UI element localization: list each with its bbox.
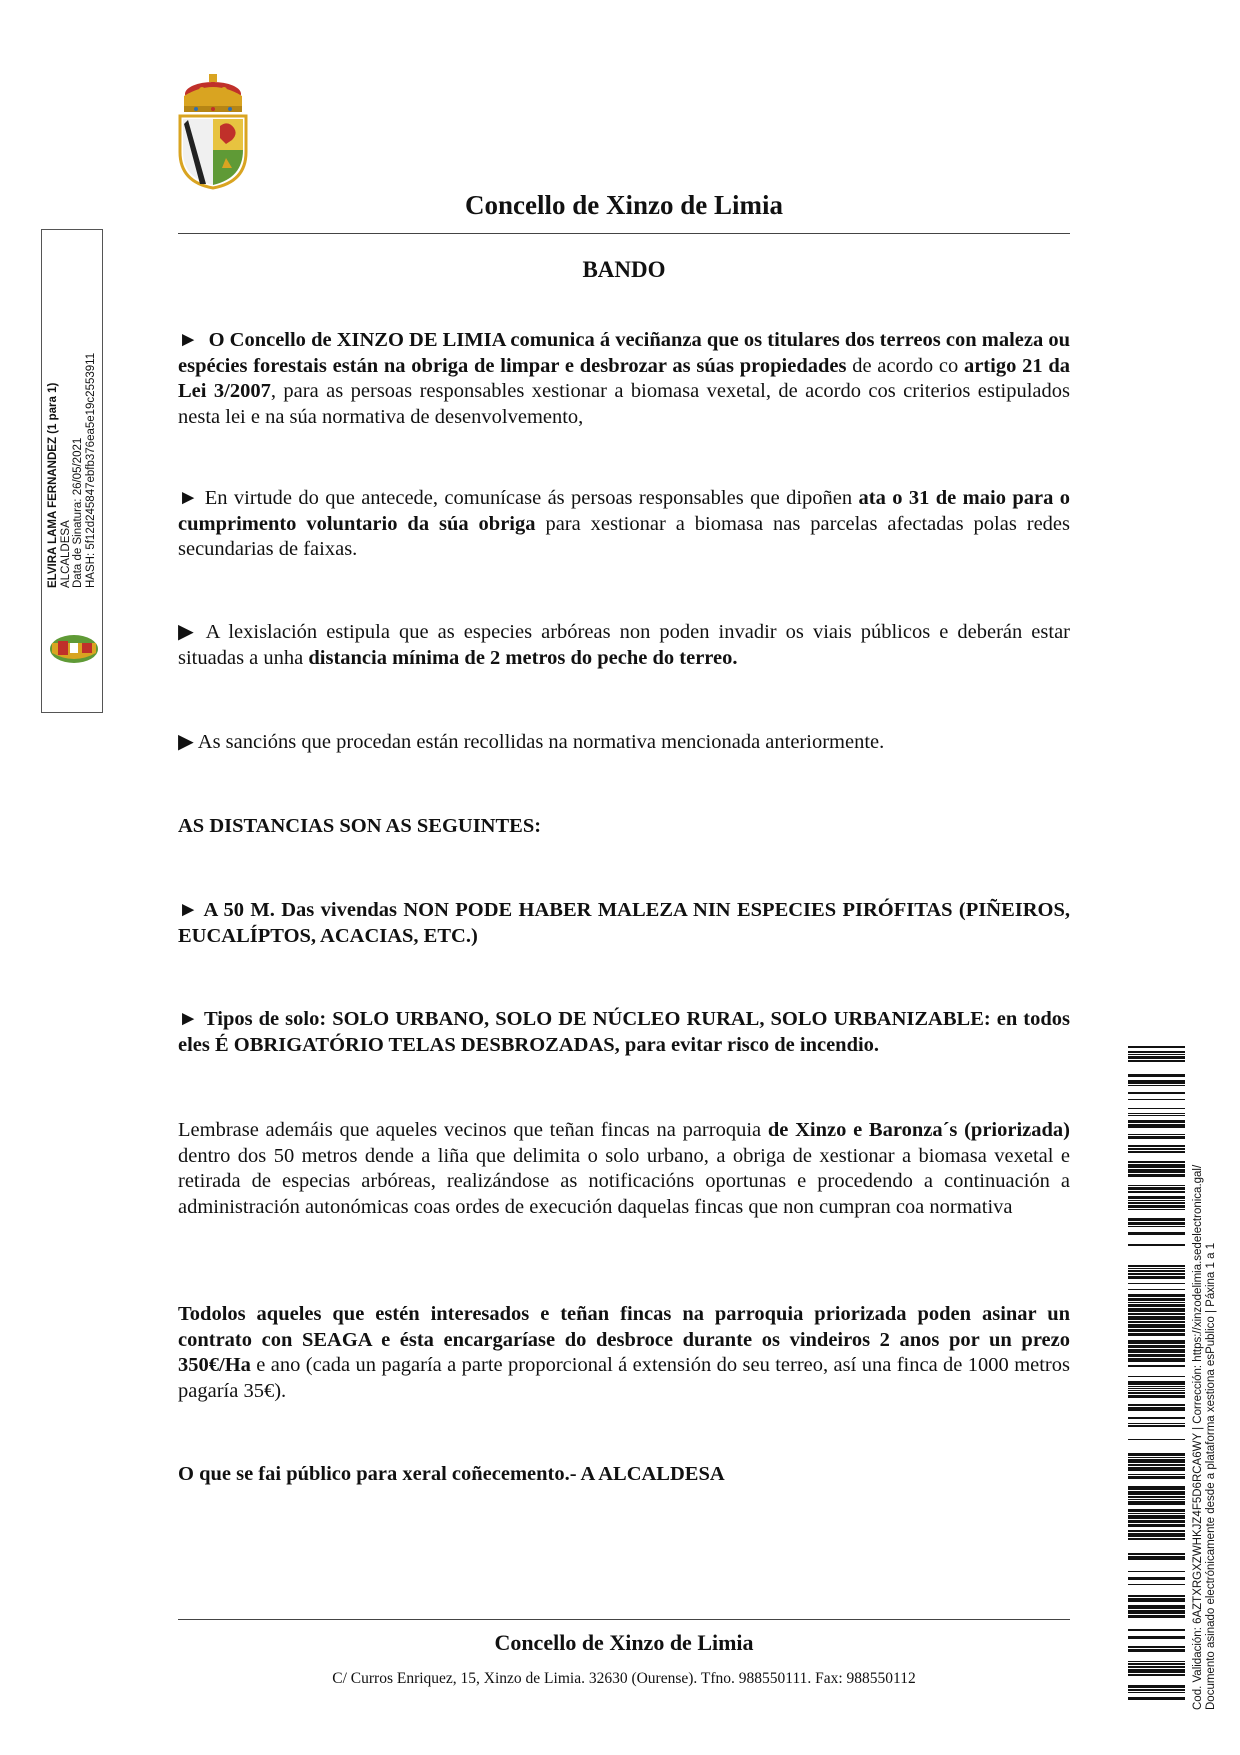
barcode-bar: [1128, 1388, 1185, 1389]
barcode-bar: [1128, 1615, 1185, 1618]
signer-role: ALCALDESA: [59, 520, 72, 588]
barcode-bar: [1128, 1164, 1185, 1168]
barcode-bar: [1128, 1629, 1185, 1631]
barcode-bar: [1128, 1491, 1185, 1495]
barcode-bar: [1128, 1289, 1185, 1290]
footer-title: Concello de Xinzo de Limia: [494, 1630, 754, 1655]
barcode-bar: [1128, 1376, 1185, 1377]
barcode-bar: [1128, 1674, 1185, 1676]
barcode-bar: [1128, 1501, 1185, 1505]
signature-hash: HASH: 5f12d245847ebfb376ea5e19c2553911: [84, 352, 97, 588]
barcode-bar: [1128, 1381, 1185, 1385]
barcode-bar: [1128, 1349, 1185, 1353]
barcode-bar: [1128, 1244, 1185, 1246]
barcode-bar: [1128, 1099, 1185, 1100]
signature-stamp-text: [47, 326, 97, 588]
barcode-bar: [1128, 1425, 1185, 1427]
barcode-bar: [1128, 1218, 1185, 1221]
closing-line: O que se fai público para xeral coñecemento.- A ALCALDESA: [178, 1463, 725, 1485]
barcode-bar: [1128, 1509, 1185, 1512]
barcode-bar: [1128, 1556, 1185, 1560]
p7-text-a: Lembrase ademáis que aqueles vecinos que teñan fincas na parroquia: [178, 1119, 768, 1141]
barcode-bar: [1128, 1610, 1185, 1614]
footer-divider: [178, 1619, 1070, 1620]
barcode-bar: [1128, 1595, 1185, 1597]
validation-line-1: Cod. Validación: 6AZTXRGXZWHKJZ4F5D6RCA6WY | Corrección: https://xinzodelimia.sedelectronica.gal/: [1192, 1164, 1204, 1710]
coat-of-arms-icon: [176, 74, 250, 190]
barcode-bar: [1128, 1232, 1185, 1235]
barcode-bar: [1128, 1513, 1185, 1514]
barcode-bar: [1128, 1345, 1185, 1348]
p1-text-a: de acordo co: [846, 354, 964, 377]
barcode-bar: [1128, 1439, 1185, 1440]
barcode-bar: [1128, 1134, 1185, 1135]
p3-bold: distancia mínima de 2 metros do peche do terreo.: [308, 646, 738, 669]
barcode-bar: [1128, 1395, 1185, 1398]
barcode-bar: [1128, 1530, 1185, 1532]
barcode-bar: [1128, 1316, 1185, 1320]
barcode-bar: [1128, 1092, 1185, 1094]
barcode-bar: [1128, 1108, 1185, 1109]
barcode-bar: [1128, 1354, 1185, 1357]
barcode-bar: [1128, 1689, 1185, 1691]
barcode-bar: [1128, 1533, 1185, 1537]
barcode-bar: [1128, 1113, 1185, 1114]
barcode-bar: [1128, 1340, 1185, 1344]
barcode-bar: [1128, 1417, 1185, 1419]
paragraph-7: [178, 1118, 1070, 1220]
barcode-bar: [1128, 1577, 1185, 1580]
barcode-bar: [1128, 1283, 1185, 1284]
paragraph-3: [178, 620, 1070, 671]
barcode-bar: [1128, 1571, 1185, 1572]
barcode-bar: [1128, 1265, 1185, 1267]
barcode-bar: [1128, 1270, 1185, 1272]
p2-text-a: En virtude do que antecede, comunícase ás persoas responsables que dipoñen: [198, 487, 859, 509]
p1-text-b: , para as persoas responsables xestionar a biomasa vexetal, de acordo cos criterios estipulados nesta lei e na súa normativa de desenvolvemento,: [178, 380, 1070, 428]
barcode-bar: [1128, 1467, 1185, 1471]
barcode-bar: [1128, 1515, 1185, 1519]
barcode-bar: [1128, 1268, 1185, 1269]
barcode-bar: [1128, 1453, 1185, 1456]
barcode-bar: [1128, 1222, 1185, 1225]
paragraph-4: [178, 730, 1070, 756]
barcode-bar: [1128, 1404, 1185, 1406]
p7-bold: de Xinzo e Baronza´s (priorizada): [767, 1119, 1070, 1141]
barcode-bar: [1128, 1298, 1185, 1301]
paragraph-8: [178, 1302, 1070, 1404]
barcode-bar: [1128, 1392, 1185, 1394]
barcode-bar: [1128, 1056, 1185, 1059]
barcode-bar: [1128, 1476, 1185, 1479]
barcode-bar: [1128, 1161, 1185, 1163]
barcode-bar: [1128, 1649, 1185, 1652]
barcode-bar: [1128, 1333, 1185, 1336]
barcode-bar: [1128, 1390, 1185, 1391]
barcode-bar: [1128, 1663, 1185, 1665]
barcode-bar: [1128, 1304, 1185, 1307]
barcode-bar: [1128, 1085, 1185, 1086]
barcode-bar: [1128, 1321, 1185, 1323]
barcode-bar: [1128, 1226, 1185, 1227]
barcode-icon: [1128, 1046, 1185, 1700]
p7-text-b: dentro dos 50 metros dende a liña que delimita o solo urbano, a obriga de xestionar a biomasa vexetal e retirada de especias arbóreas, realizándose as notificacións oportunas e procedendo a continuación a administración autonómicas coas ordes de execución daquelas fincas que non cumpran coa normativa: [178, 1144, 1070, 1218]
barcode-bar: [1128, 1692, 1185, 1693]
bullet-marker: ▶: [178, 621, 198, 643]
barcode-bar: [1128, 1386, 1185, 1387]
header-divider: [178, 233, 1070, 234]
barcode-bar: [1128, 1313, 1185, 1315]
barcode-bar: [1128, 1669, 1185, 1673]
barcode-bar: [1128, 1324, 1185, 1328]
barcode-bar: [1128, 1459, 1185, 1463]
p1-bold-ref: artigo 21 da Lei 3/2007: [178, 354, 1070, 402]
barcode-bar: [1128, 1464, 1185, 1466]
barcode-bar: [1128, 1148, 1185, 1150]
distances-heading: AS DISTANCIAS SON AS SEGUINTES:: [178, 815, 542, 837]
barcode-bar: [1128, 1120, 1185, 1123]
barcode-bar: [1128, 1499, 1185, 1500]
barcode-bar: [1128, 1365, 1185, 1367]
barcode-bar: [1128, 1196, 1185, 1199]
paragraph-2: [178, 486, 1070, 563]
barcode-bar: [1128, 1308, 1185, 1312]
barcode-bar: [1128, 1486, 1185, 1490]
barcode-bar: [1128, 1136, 1185, 1139]
barcode-bar: [1128, 1074, 1185, 1077]
paragraph-1: [178, 328, 1070, 430]
barcode-bar: [1128, 1273, 1185, 1275]
paragraph-6: ► Tipos de solo: SOLO URBANO, SOLO DE NÚCLEO RURAL, SOLO URBANIZABLE: en todos eles É OBRIGATÓRIO TELAS DESBROZADAS, para evitar risco de incendio.: [178, 1008, 1070, 1056]
barcode-bar: [1128, 1407, 1185, 1411]
barcode-bar: [1128, 1145, 1185, 1147]
barcode-bar: [1128, 1276, 1185, 1279]
barcode-bar: [1128, 1124, 1185, 1128]
barcode-bar: [1128, 1174, 1185, 1177]
p3-text-a: A lexislación estipula que as especies arbóreas non poden invadir os viais públicos e deberán estar situadas a unha: [178, 621, 1071, 669]
barcode-bar: [1128, 1151, 1185, 1153]
barcode-bar: [1128, 1520, 1185, 1523]
barcode-bar: [1128, 1054, 1185, 1055]
paragraph-5: ► A 50 M. Das vivendas NON PODE HABER MALEZA NIN ESPECIES PIRÓFITAS (PIÑEIROS, EUCALÍPTOS, ACACIAS, ETC.): [178, 899, 1070, 947]
bullet-marker: ►: [178, 329, 199, 351]
barcode-bar: [1128, 1524, 1185, 1527]
p2-bold: ata o 31 de maio para o cumprimento voluntario da súa obriga: [178, 487, 1070, 535]
p4-text: As sancións que procedan están recollidas na normativa mencionada anteriormente.: [193, 731, 885, 753]
header-title: Concello de Xinzo de Limia: [465, 190, 783, 220]
barcode-bar: [1128, 1191, 1185, 1193]
barcode-bar: [1128, 1115, 1185, 1116]
barcode-bar: [1128, 1584, 1185, 1585]
barcode-bar: [1128, 1185, 1185, 1186]
barcode-bar: [1128, 1661, 1185, 1662]
barcode-bar: [1128, 1646, 1185, 1648]
barcode-bar: [1128, 1457, 1185, 1458]
barcode-bar: [1128, 1496, 1185, 1498]
bullet-marker: ▶: [178, 731, 194, 753]
barcode-bar: [1128, 1636, 1185, 1639]
validation-text: [1192, 1090, 1226, 1710]
barcode-bar: [1128, 1169, 1185, 1173]
barcode-bar: [1128, 1046, 1185, 1048]
barcode-bar: [1128, 1209, 1185, 1210]
barcode-bar: [1128, 1187, 1185, 1190]
municipal-seal-icon: [48, 631, 100, 667]
barcode-bar: [1128, 1685, 1185, 1688]
barcode-bar: [1128, 1200, 1185, 1201]
barcode-bar: [1128, 1598, 1185, 1602]
barcode-bar: [1128, 1294, 1185, 1297]
barcode-bar: [1128, 1302, 1185, 1303]
barcode-bar: [1128, 1605, 1185, 1609]
bullet-marker: ►: [178, 487, 199, 509]
p1-bold-intro: O Concello de XINZO DE LIMIA comunica á veciñanza que os titulares dos terreos con maleza ou espécies forestais están na obriga de limpar e desbrozar as súas propiedades: [178, 329, 1070, 377]
barcode-bar: [1128, 1474, 1185, 1475]
barcode-bar: [1128, 1666, 1185, 1668]
p2-text-b: para xestionar a biomasa nas parcelas afectadas polas redes secundarias de faixas.: [178, 512, 1070, 560]
barcode-bar: [1128, 1423, 1185, 1424]
barcode-bar: [1128, 1060, 1185, 1062]
barcode-bar: [1128, 1329, 1185, 1332]
barcode-bar: [1128, 1358, 1185, 1362]
barcode-bar: [1128, 1051, 1185, 1053]
document-heading: BANDO: [582, 257, 666, 282]
barcode-bar: [1128, 1205, 1185, 1208]
barcode-bar: [1128, 1202, 1185, 1204]
barcode-bar: [1128, 1553, 1185, 1555]
p8-bold: Todolos aqueles que estén interesados e teñan fincas na parroquia priorizada poden asinar un contrato con SEAGA e ésta encargaríase do desbroce durante os vindeiros 2 anos por un prezo 350€/Ha: [178, 1303, 1070, 1376]
barcode-bar: [1128, 1538, 1185, 1540]
signature-date: Data de Sinatura: 26/05/2021: [72, 437, 84, 588]
signer-name: ELVIRA LAMA FERNANDEZ (1 para 1): [47, 382, 59, 588]
p8-text: e ano (cada un pagaría a parte proporcional á extensión do seu terreo, así una finca de 1000 metros pagaría 35€).: [178, 1354, 1070, 1402]
footer-address: C/ Curros Enriquez, 15, Xinzo de Limia. 32630 (Ourense). Tfno. 988550111. Fax: 988550112: [332, 1670, 916, 1687]
barcode-bar: [1128, 1080, 1185, 1084]
barcode-bar: [1128, 1697, 1185, 1700]
validation-line-2: Documento asinado electrónicamente desde a plataforma xestiona esPublico | Páxina 1 a 1: [1205, 1242, 1217, 1710]
